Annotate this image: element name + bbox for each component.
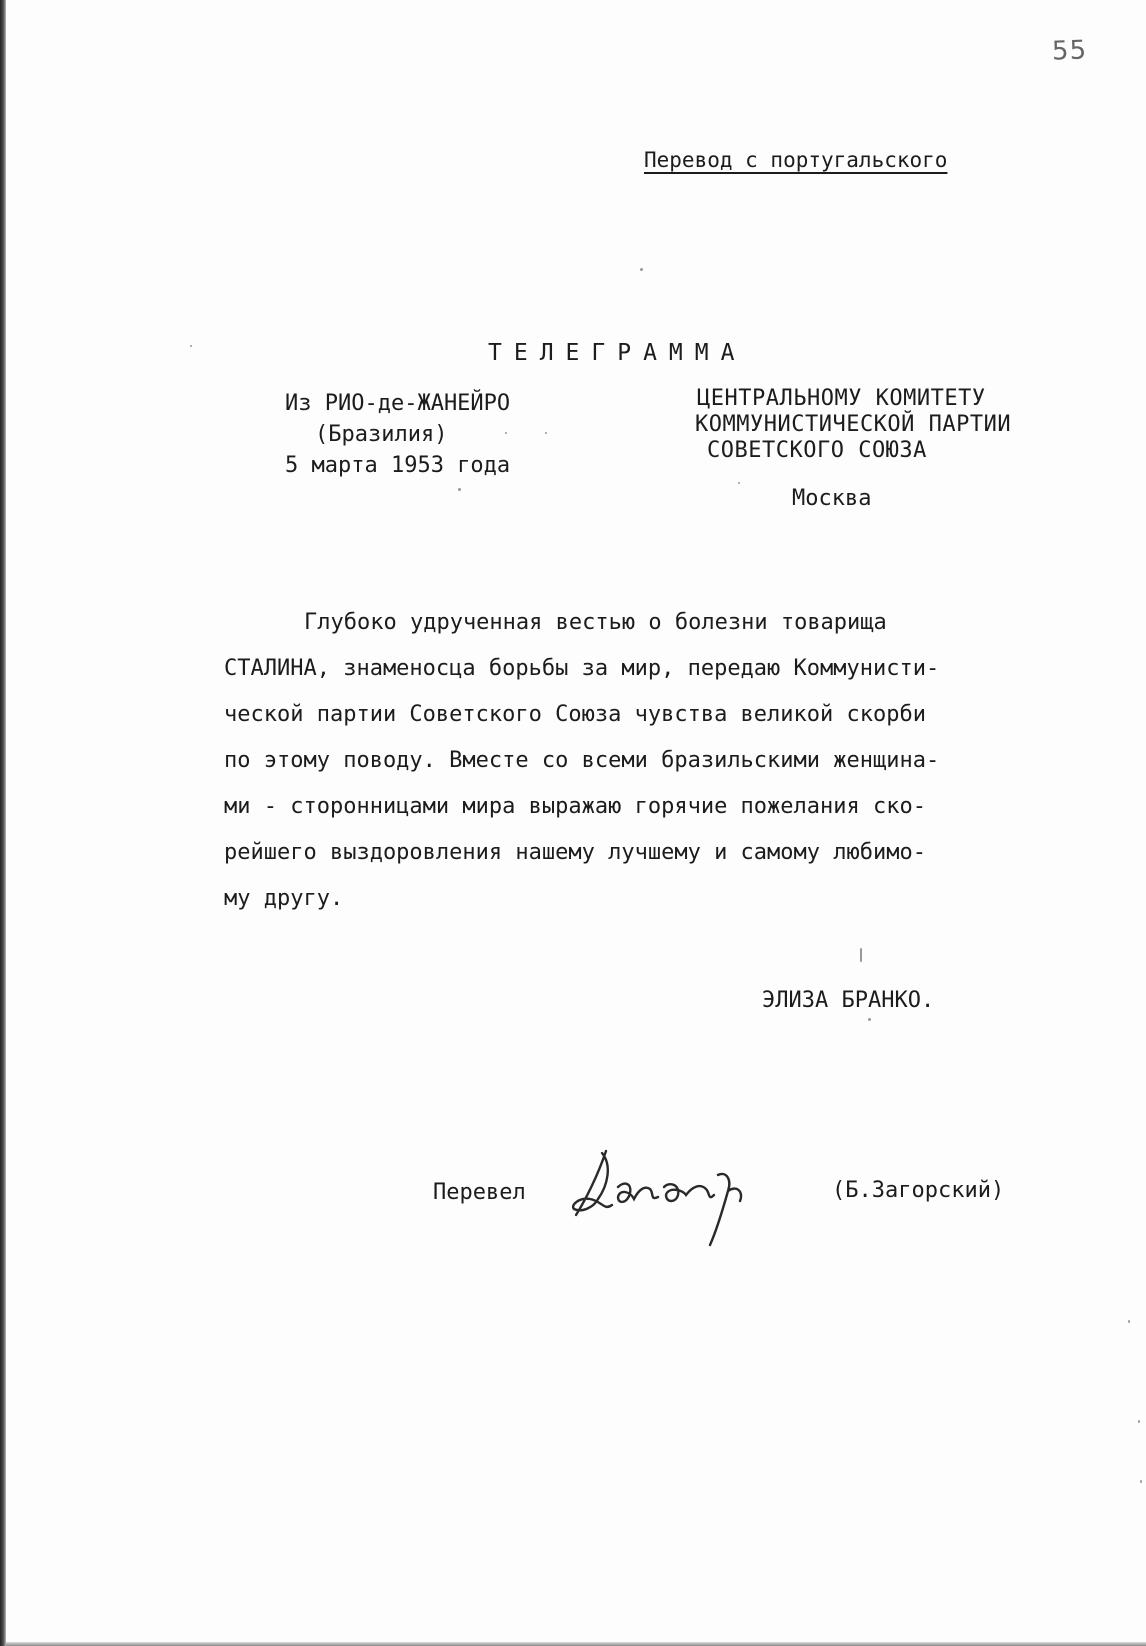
page-number: 55 [1051,35,1088,67]
translator-label: Перевел [433,1180,526,1205]
body-line: му другу. [224,886,344,911]
body-line: ческой партии Советского Союза чувства великой скорби [224,702,926,727]
sender-block [285,388,510,481]
body-line: рейшего выздоровления нашему лучшему и самому любимо- [224,840,926,865]
telegram-body [224,600,939,922]
handwritten-signature [568,1135,778,1255]
sender-signature-name: ЭЛИЗА БРАНКО. [762,988,935,1013]
recipient-line-3: СОВЕТСКОГО СОЮЗА [707,438,927,463]
document-title: ТЕЛЕГРАММА [488,340,747,366]
body-line: СТАЛИНА, знаменосца борьбы за мир, передаю Коммунисти- [224,656,940,681]
translation-note: Перевод с португальского [644,148,948,172]
recipient-line-1: ЦЕНТРАЛЬНОМУ КОМИТЕТУ [697,386,986,411]
recipient-line-2: КОММУНИСТИЧЕСКОЙ ПАРТИИ [695,412,1012,437]
body-line: по этому поводу. Вместе со всеми бразильскими женщина- [224,748,940,773]
body-line: Глубоко удрученная вестью о болезни товарища [304,610,887,635]
scan-bottom-shadow [6,1642,1146,1646]
sender-date: 5 марта 1953 года [285,453,511,478]
recipient-city: Москва [792,486,872,511]
sender-country: (Бразилия) [315,422,448,447]
sender-city: Из РИО-де-ЖАНЕЙРО [285,391,511,416]
body-line: ми - сторонницами мира выражаю горячие пожелания ско- [224,794,926,819]
recipient-block [697,386,1011,464]
translator-name: (Б.Загорский) [832,1178,1005,1203]
scan-edge-shadow [0,0,6,1646]
